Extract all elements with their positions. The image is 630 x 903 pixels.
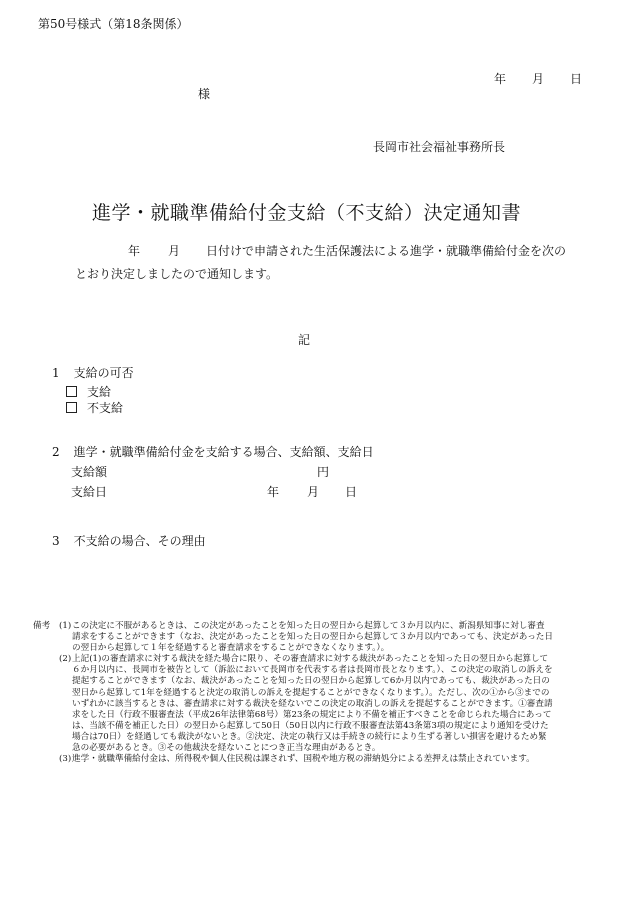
intro-year-label: 年 [128,244,141,258]
date-day-label: 日 [570,72,583,86]
notes-label: 備考 [33,621,51,631]
section-2-title: 進学・就職準備給付金を支給する場合、支給額、支給日 [73,445,374,459]
note-item [33,654,553,754]
section-2-number: 2 [52,445,60,459]
payment-date-label: 支給日 [71,485,108,499]
note-item [33,754,553,765]
intro-line-1-text: 日付けで申請された生活保護法による進学・就職準備給付金を次の [206,244,567,258]
payment-date-fields [267,483,357,500]
section-2-heading [52,443,374,460]
payment-month-label: 月 [307,485,320,499]
checkbox-icon[interactable] [66,386,77,397]
option-reject-label: 不支給 [87,401,124,415]
date-line [494,70,582,87]
section-1-number: 1 [52,366,60,380]
note-text: この決定に不服があるときは、この決定があったことを知った日の翌日から起算して３か月以内に、新潟県知事に対し審査請求をすることができます（なお、決定があったことを知った日の翌日から起算して３か月以内であっても、決定があった日の翌日から起算して１年を経過すると審査請求をすることができなくなります。）。 [72,621,553,654]
issuer-name: 長岡市社会福祉事務所長 [373,140,506,154]
note-text: 進学・就職準備給付金は、所得税や個人住民税は課されず、国税や地方税の滞納処分による差押えは禁止されています。 [72,754,535,765]
notes-section [33,621,553,765]
section-3-title: 不支給の場合、その理由 [73,534,206,548]
option-reject[interactable] [66,399,123,416]
amount-label: 支給額 [71,465,108,479]
note-number: (1) [59,621,72,631]
option-approve-label: 支給 [87,385,112,399]
addressee-suffix: 様 [198,87,211,101]
section-1-title: 支給の可否 [73,366,134,380]
note-item [33,621,553,654]
section-1-heading [52,364,134,381]
amount-unit: 円 [317,465,330,479]
ki-heading: 記 [298,333,311,347]
checkbox-icon[interactable] [66,402,77,413]
note-text: 上記(1)の審査請求に対する裁決を経た場合に限り、その審査請求に対する裁決があったことを知った日の翌日から起算して６か月以内に、長岡市を被告として（訴訟において長岡市を代表する者は長岡市長となります。）、この決定の取消しの訴えを提起することができます（なお、裁決があったことを知った日の翌日から起算して6か月以内であっても、裁決があった日の翌日から起算して1年を経過すると決定の取消しの訴えを提起することができなくなります。）。ただし、次の①から③までのいずれかに該当するときは、審査請求に対する裁決を経ないでこの決定の取消しの訴えを提起することができます。①審査請求をした日（行政不服審査法（平成26年法律第68号）第23条の規定により不備を補正すべきことを命じられた場合にあっては、当該不備を補正した日）の翌日から起算して50日（50日以内に行政不服審査法第43条第3項の規定により通知を受けた場合は70日）を経過しても裁決がないとき。②決定、決定の執行又は手続きの続行により生ずる著しい損害を避けるため緊急の必要があるとき。③その他裁決を経ないことにつき正当な理由があるとき。 [72,654,553,754]
date-month-label: 月 [532,72,545,86]
document-title: 進学・就職準備給付金支給（不支給）決定通知書 [92,202,522,224]
payment-day-label: 日 [345,485,358,499]
note-number: (3) [59,754,72,765]
section-3-heading [52,532,206,549]
date-year-label: 年 [494,72,507,86]
intro-line-1 [128,242,566,259]
section-3-number: 3 [52,534,60,548]
intro-month-label: 月 [168,244,181,258]
option-approve[interactable] [66,383,111,400]
payment-year-label: 年 [267,485,280,499]
form-number-label: 第50号様式（第18条関係） [38,17,189,31]
intro-line-2: とおり決定しましたので通知します。 [75,267,279,281]
note-number: (2) [59,654,72,665]
